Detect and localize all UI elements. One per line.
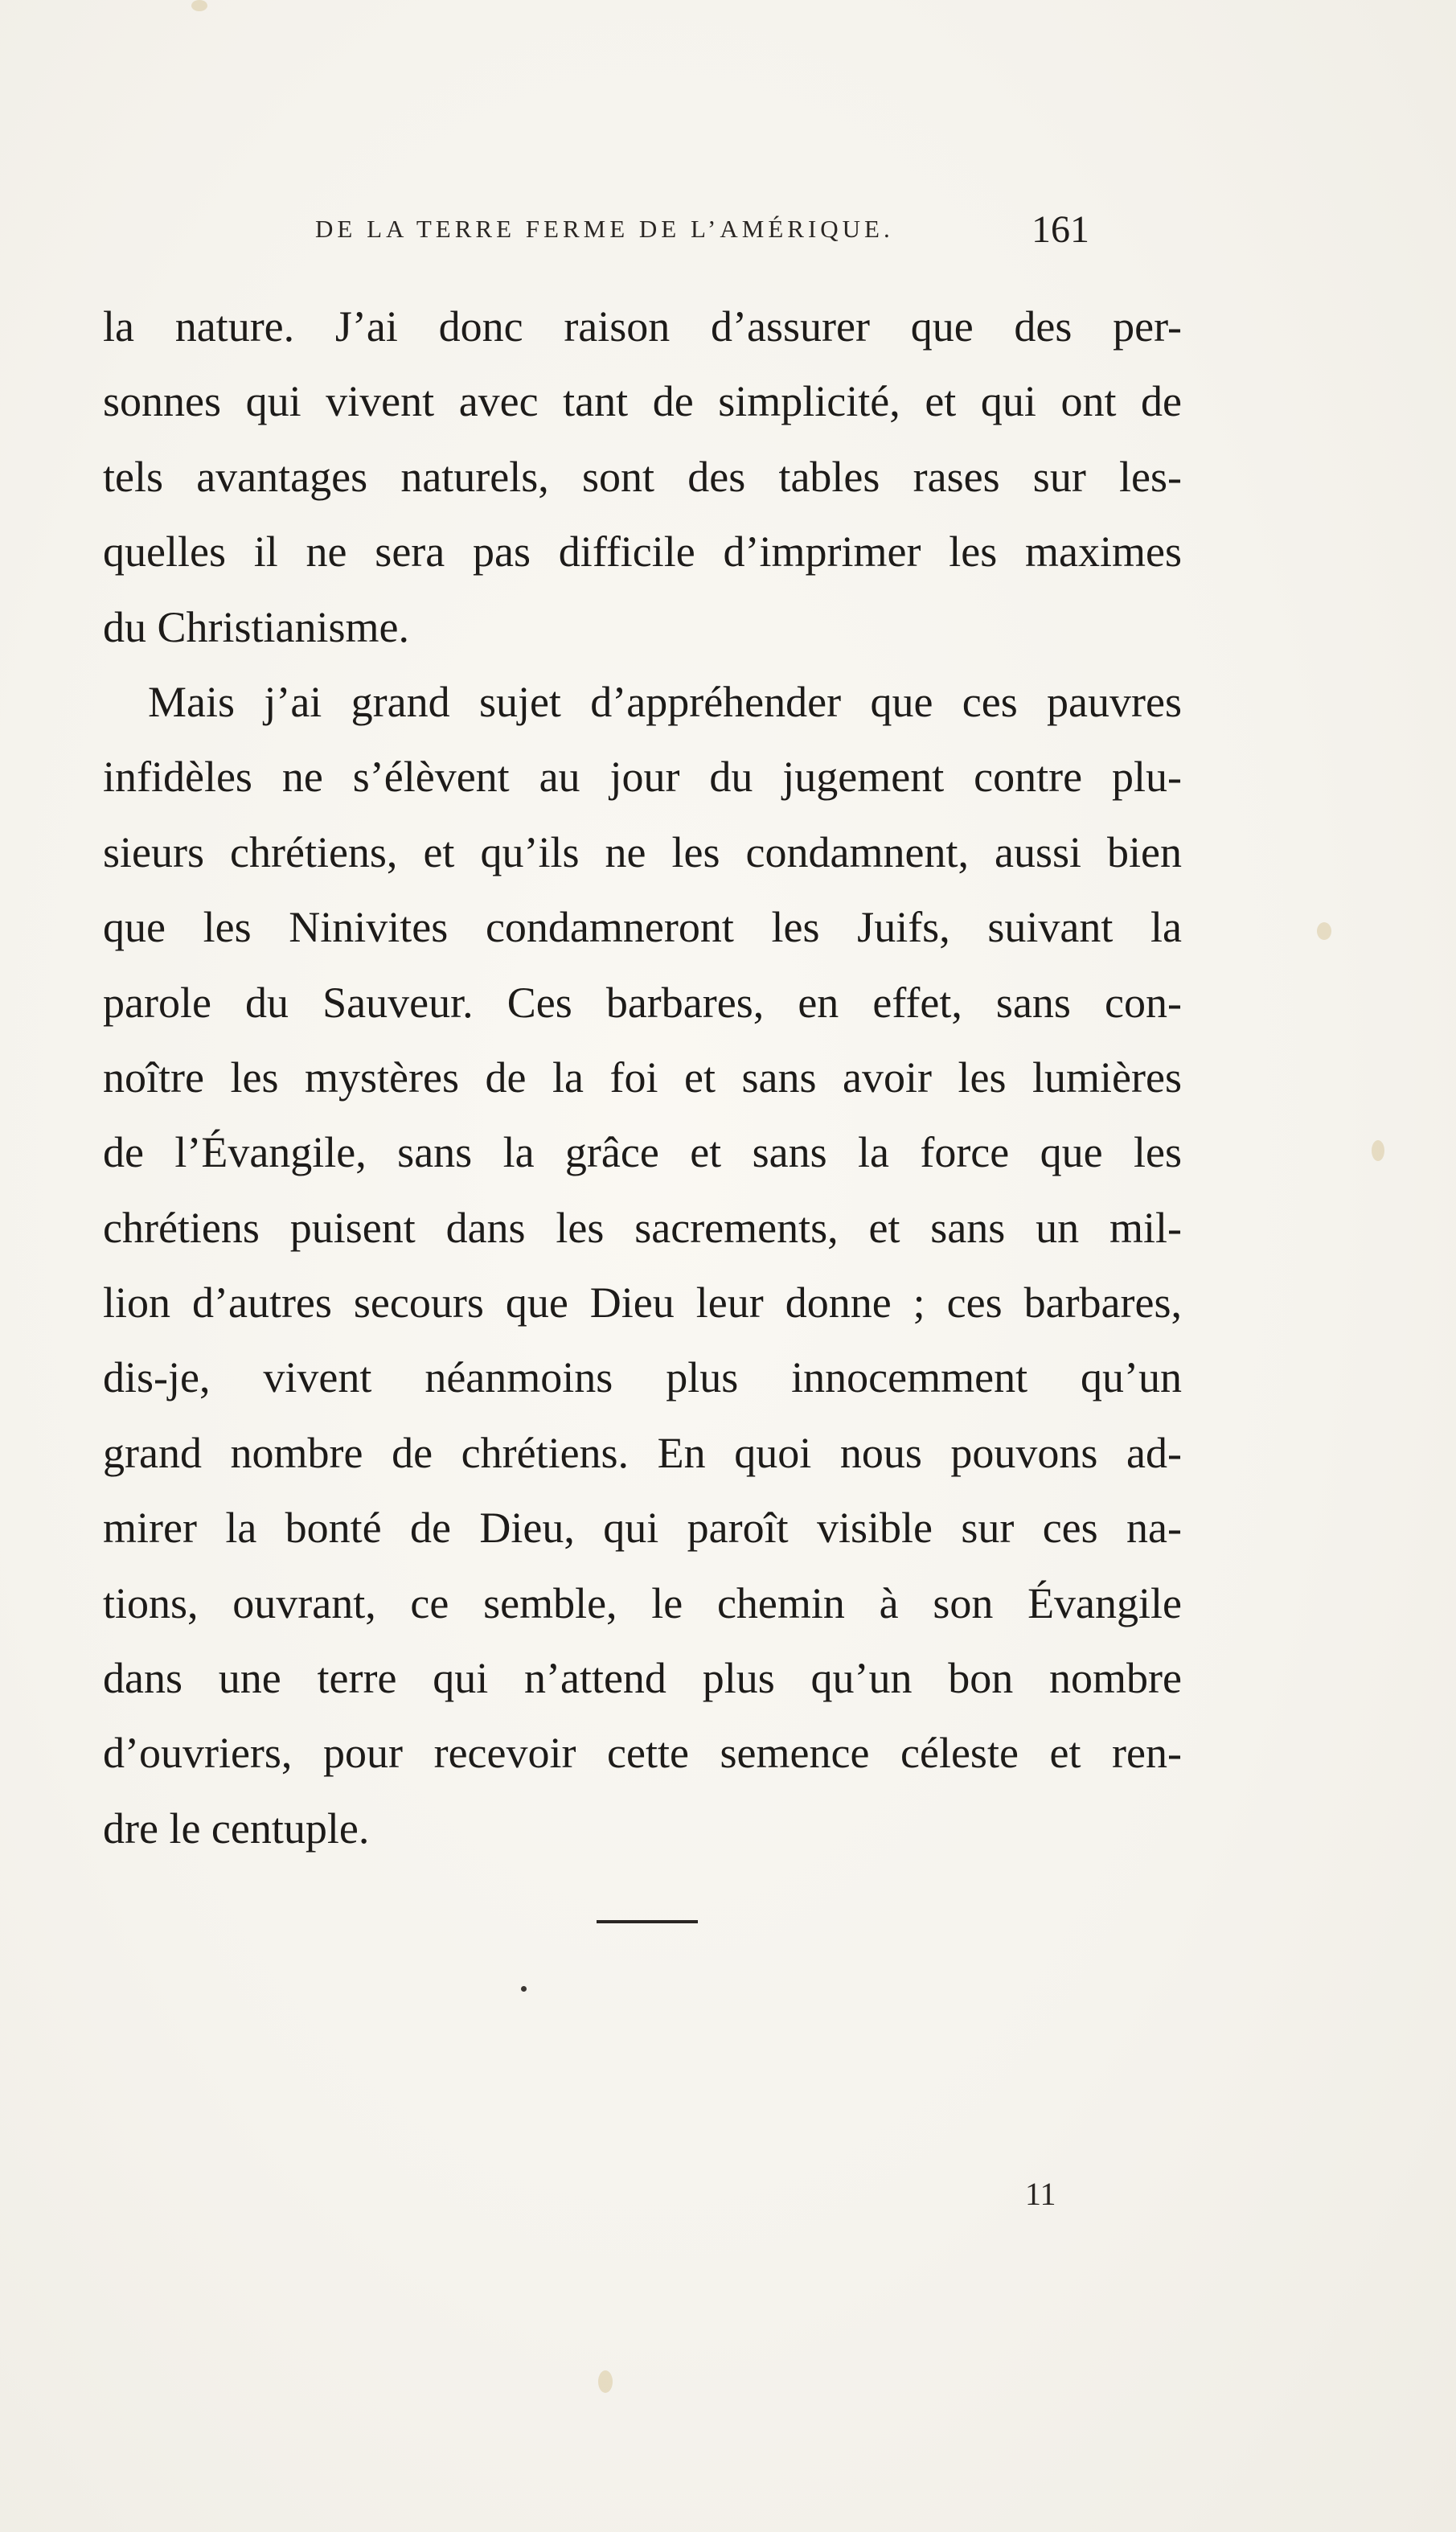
text-line: mirer la bonté de Dieu, qui paroît visible sur ces na- <box>103 1504 1182 1553</box>
text-line: quelles il ne sera pas difficile d’imprimer les maximes <box>103 527 1182 577</box>
paper-stain <box>598 2370 613 2393</box>
paper-stain <box>191 0 207 11</box>
ink-dot <box>521 1986 527 1992</box>
page-number: 161 <box>1032 208 1089 251</box>
text-line: parole du Sauveur. Ces barbares, en effet, sans con- <box>103 978 1182 1027</box>
body-text <box>103 289 1182 1866</box>
text-line: dans une terre qui n’attend plus qu’un bon nombre <box>103 1654 1182 1703</box>
text-line: de l’Évangile, sans la grâce et sans la force que les <box>103 1128 1182 1177</box>
signature-mark: 11 <box>1025 2176 1056 2212</box>
running-header: DE LA TERRE FERME DE L’AMÉRIQUE. <box>315 215 894 243</box>
text-line: infidèles ne s’élèvent au jour du jugement contre plu- <box>103 753 1182 802</box>
paper-stain <box>1317 922 1331 940</box>
text-line: tions, ouvrant, ce semble, le chemin à son Évangile <box>103 1578 1182 1627</box>
text-line: dre le centuple. <box>103 1804 370 1853</box>
text-line: du Christianisme. <box>103 602 409 651</box>
text-line: grand nombre de chrétiens. En quoi nous pouvons ad- <box>103 1428 1182 1477</box>
paper-stain <box>1372 1140 1384 1161</box>
text-line: sieurs chrétiens, et qu’ils ne les condamnent, aussi bien <box>103 827 1182 876</box>
text-line: noître les mystères de la foi et sans avoir les lumières <box>103 1053 1182 1102</box>
text-line: Mais j’ai grand sujet d’appréhender que ces pauvres <box>148 677 1182 726</box>
text-line: d’ouvriers, pour recevoir cette semence céleste et ren- <box>103 1729 1182 1778</box>
text-line: dis-je, vivent néanmoins plus innocemment qu’un <box>103 1353 1182 1402</box>
text-line: lion d’autres secours que Dieu leur donne ; ces barbares, <box>103 1278 1182 1328</box>
text-line: que les Ninivites condamneront les Juifs, suivant la <box>103 903 1182 952</box>
text-line: tels avantages naturels, sont des tables rases sur les- <box>103 452 1182 501</box>
text-line: chrétiens puisent dans les sacrements, et sans un mil- <box>103 1203 1182 1252</box>
section-divider <box>597 1920 698 1923</box>
text-line: sonnes qui vivent avec tant de simplicité, et qui ont de <box>103 377 1182 426</box>
text-line: la nature. J’ai donc raison d’assurer que des per- <box>103 302 1182 351</box>
